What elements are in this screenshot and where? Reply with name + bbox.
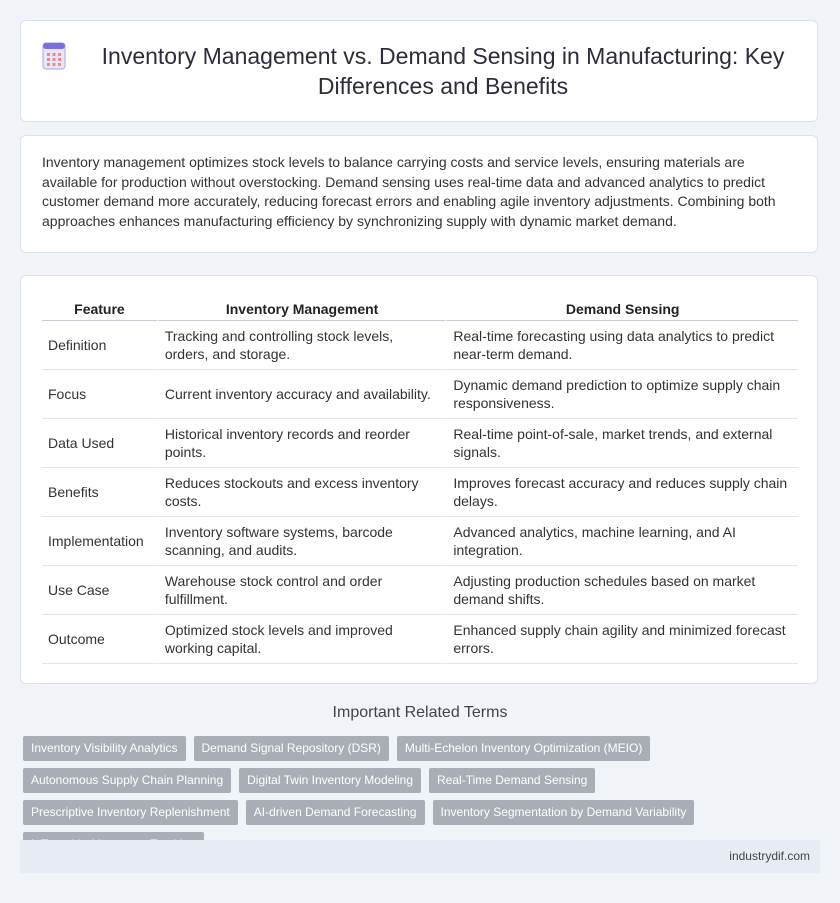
comparison-table [42,296,798,664]
table-row [42,517,798,566]
title-row [21,21,817,121]
row-feature: Outcome [42,615,157,664]
row-demand-sensing: Real-time forecasting using data analytics to predict near-term demand. [445,321,798,370]
related-term-tag[interactable]: Digital Twin Inventory Modeling [239,768,421,793]
row-demand-sensing: Adjusting production schedules based on market demand shifts. [445,566,798,615]
row-inventory-management: Optimized stock levels and improved working capital. [157,615,446,664]
header-demand-sensing: Demand Sensing [445,296,798,321]
related-term-tag[interactable]: Autonomous Supply Chain Planning [23,768,231,793]
row-demand-sensing: Dynamic demand prediction to optimize supply chain responsiveness. [445,370,798,419]
row-inventory-management: Tracking and controlling stock levels, orders, and storage. [157,321,446,370]
related-term-tag[interactable]: Prescriptive Inventory Replenishment [23,800,238,825]
row-inventory-management: Current inventory accuracy and availability. [157,370,446,419]
related-term-tag[interactable]: Multi-Echelon Inventory Optimization (MEIO) [397,736,650,761]
row-inventory-management: Inventory software systems, barcode scanning, and audits. [157,517,446,566]
table-row [42,419,798,468]
intro-card [20,135,818,253]
table-row [42,321,798,370]
row-demand-sensing: Enhanced supply chain agility and minimized forecast errors. [445,615,798,664]
row-feature: Benefits [42,468,157,517]
related-term-tag[interactable]: Inventory Segmentation by Demand Variability [433,800,695,825]
related-term-tag[interactable]: Real-Time Demand Sensing [429,768,595,793]
row-feature: Definition [42,321,157,370]
table-row [42,468,798,517]
row-demand-sensing: Improves forecast accuracy and reduces supply chain delays. [445,468,798,517]
row-inventory-management: Historical inventory records and reorder points. [157,419,446,468]
row-feature: Implementation [42,517,157,566]
footer [20,840,820,873]
header-inventory-management: Inventory Management [157,296,446,321]
related-terms-title: Important Related Terms [332,704,508,721]
document-grid-icon [41,41,67,71]
row-feature: Use Case [42,566,157,615]
row-demand-sensing: Real-time point-of-sale, market trends, and external signals. [445,419,798,468]
row-inventory-management: Warehouse stock control and order fulfillment. [157,566,446,615]
title-card [20,20,818,122]
footer-site[interactable]: industrydif.com [729,849,810,863]
table-row [42,615,798,664]
row-feature: Focus [42,370,157,419]
row-demand-sensing: Advanced analytics, machine learning, and AI integration. [445,517,798,566]
page-title: Inventory Management vs. Demand Sensing in Manufacturing: Key Differences and Benefits [101,43,785,99]
table-header-row [42,296,798,321]
row-feature: Data Used [42,419,157,468]
table-row [42,566,798,615]
comparison-table-card [20,275,818,684]
header-feature: Feature [42,296,157,321]
table-row [42,370,798,419]
related-term-tag[interactable]: AI-driven Demand Forecasting [246,800,425,825]
row-inventory-management: Reduces stockouts and excess inventory costs. [157,468,446,517]
intro-paragraph: Inventory management optimizes stock levels to balance carrying costs and service levels, ensuring materials are available for production without overstocking. Demand sensing uses real-time data and advanced analytics to predict customer demand more accurately, reducing forecast errors and enabling agile inventory adjustments. Combining both approaches enhances manufacturing efficiency by synchronizing supply with dynamic market demand. [42,154,776,229]
related-term-tag[interactable]: Demand Signal Repository (DSR) [194,736,389,761]
related-term-tag[interactable]: Inventory Visibility Analytics [23,736,186,761]
